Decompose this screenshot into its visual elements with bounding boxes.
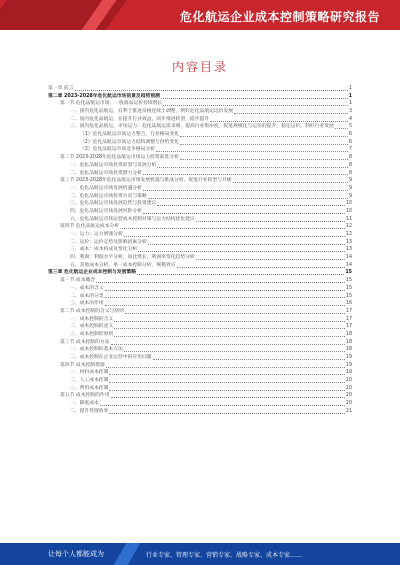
toc-entry-title: 三、成本：成本构成及变化分析 [70, 247, 138, 253]
toc-page-number: 1 [348, 93, 352, 99]
toc-leader-dots [161, 98, 348, 99]
toc-leader-dots [156, 151, 348, 152]
toc-entry-title: 第一节 成本概念 [60, 278, 96, 284]
toc-page-number: 18 [345, 347, 352, 353]
toc-page-number: 13 [345, 239, 352, 245]
toc-page-number: 17 [345, 316, 352, 322]
toc-leader-dots [109, 382, 345, 383]
toc-page-number: 9 [348, 178, 352, 184]
toc-leader-dots [233, 182, 348, 183]
toc-entry[interactable] [48, 316, 352, 324]
toc-page-number: 16 [345, 301, 352, 307]
report-header-banner [0, 0, 400, 30]
toc-page-number: 6 [348, 132, 352, 138]
toc-entry-title: 五、其他成本分析，单一成本控制分析，规模效应 [70, 262, 176, 268]
toc-leader-dots [177, 267, 345, 268]
toc-entry[interactable] [48, 393, 352, 401]
toc-leader-dots [109, 374, 345, 375]
toc-entry-title: 第二节 成本控制的含义与原则 [60, 308, 124, 314]
toc-leader-dots [335, 128, 348, 129]
toc-page-number: 19 [345, 362, 352, 368]
toc-entry[interactable] [48, 277, 352, 285]
toc-entry[interactable] [48, 108, 352, 116]
toc-entry[interactable] [48, 270, 352, 278]
toc-page-number: 10 [345, 201, 352, 207]
toc-entry[interactable] [48, 93, 352, 101]
toc-entry[interactable] [48, 339, 352, 347]
toc-entry-title: 三、费用成本控制 [70, 385, 109, 391]
toc-entry[interactable] [48, 162, 352, 170]
toc-leader-dots [143, 213, 345, 214]
toc-entry-title: （1）危化品航运市场运力整合，行业格局变化 [80, 132, 179, 138]
toc-leader-dots [120, 228, 345, 229]
toc-page-number: 14 [345, 255, 352, 261]
toc-entry[interactable] [48, 139, 352, 147]
toc-page-number: 19 [345, 355, 352, 361]
toc-entry[interactable] [48, 323, 352, 331]
toc-entry[interactable] [48, 185, 352, 193]
toc-leader-dots [157, 205, 345, 206]
toc-entry[interactable] [48, 262, 352, 270]
toc-leader-dots [105, 305, 345, 306]
toc-page-number: 19 [345, 370, 352, 376]
toc-entry[interactable] [48, 300, 352, 308]
toc-page-number: 21 [345, 408, 352, 414]
footer-expert-list: 行业专家、管理专家、营销专家、战略专家、成本专家…… [146, 552, 303, 559]
toc-entry-title: 一、材料成本控制 [70, 370, 109, 376]
toc-entry[interactable] [48, 377, 352, 385]
toc-entry[interactable] [48, 208, 352, 216]
toc-leader-dots [105, 297, 345, 298]
toc-page-number: 20 [345, 401, 352, 407]
toc-entry-title: 二、危化品航运市场投资潜力分析 [70, 170, 142, 176]
toc-entry-title: 第一章 前言 [48, 85, 74, 91]
toc-leader-dots [157, 167, 348, 168]
toc-page-number: 17 [345, 324, 352, 330]
toc-entry[interactable] [48, 131, 352, 139]
toc-leader-dots [210, 121, 348, 122]
toc-entry-title: 四、危化品航运市场发展风险分析 [70, 208, 142, 214]
toc-leader-dots [148, 244, 345, 245]
toc-entry[interactable] [48, 408, 352, 416]
toc-page-number: 17 [345, 308, 352, 314]
toc-leader-dots [143, 174, 348, 175]
toc-leader-dots [163, 105, 348, 106]
toc-page-number: 13 [345, 247, 352, 253]
toc-entry[interactable] [48, 170, 352, 178]
toc-heading: 内容目录 [171, 60, 228, 74]
toc-leader-dots [105, 290, 345, 291]
toc-leader-dots [114, 321, 345, 322]
toc-entry-title: 二、成本的分类 [70, 293, 104, 299]
toc-entry-title: 一、国内危化品航运，有利于推进价格连续上调整，利好危化品航运运价发展 [70, 109, 234, 115]
toc-page-number: 14 [345, 262, 352, 268]
toc-page-number: 6 [348, 139, 352, 145]
toc-page-number: 12 [345, 232, 352, 238]
toc-page-number: 10 [345, 208, 352, 214]
toc-entry[interactable] [48, 308, 352, 316]
toc-entry-title: 二、危化品航运市场投资方向与策略 [70, 193, 147, 199]
toc-leader-dots [114, 328, 345, 329]
report-title: 危化航运企业成本控制策略研究报告 [179, 10, 380, 24]
toc-entry[interactable] [48, 147, 352, 155]
toc-leader-dots [196, 221, 345, 222]
toc-page-number: 20 [345, 393, 352, 399]
toc-entry-title: 第三章 危化航运企业成本控制与发展策略 [48, 270, 137, 276]
footer-slogan: 让每个人都能成为 [48, 550, 104, 558]
toc-leader-dots [111, 344, 345, 345]
toc-entry[interactable] [48, 331, 352, 339]
toc-leader-dots [111, 397, 345, 398]
toc-page-number: 12 [345, 224, 352, 230]
toc-page-number: 8 [348, 170, 352, 176]
toc-page-number: 11 [345, 216, 352, 222]
toc-leader-dots [96, 282, 345, 283]
toc-leader-dots [125, 313, 345, 314]
toc-entry-title: 二、成本控制的意义 [70, 324, 114, 330]
toc-entry-title: 一、危化品航运市场发展机遇分析 [70, 185, 142, 191]
toc-entry-title: 五、危化品航运市场运营成本控制对策与运力结构优化建议 [70, 216, 195, 222]
toc-page-number: 1 [348, 85, 352, 91]
toc-leader-dots [180, 136, 348, 137]
toc-leader-dots [75, 90, 348, 91]
toc-leader-dots [234, 113, 348, 114]
toc-page-number: 15 [345, 278, 352, 284]
toc-page-number: 9 [348, 193, 352, 199]
toc-entry[interactable] [48, 177, 352, 185]
toc-entry[interactable] [48, 123, 352, 131]
toc-entry-title: 三、成本控制的原则 [70, 331, 114, 337]
toc-page-number: 18 [345, 331, 352, 337]
toc-entry-title: 第一节 危化品航运市场，一般商品运价持续增长 [60, 101, 163, 107]
toc-leader-dots [137, 274, 344, 275]
toc-entry[interactable] [48, 285, 352, 293]
toc-leader-dots [153, 359, 345, 360]
toc-leader-dots [148, 198, 348, 199]
toc-entry-title: 三、危化品航运市场发展趋势与投资建议 [70, 201, 157, 207]
toc-entry[interactable] [48, 369, 352, 377]
toc-page-number: 15 [345, 285, 352, 291]
toc-page-number: 4 [348, 116, 352, 122]
toc-leader-dots [109, 413, 345, 414]
toc-entry[interactable] [48, 85, 352, 93]
toc-entry[interactable] [48, 116, 352, 124]
toc-entry-title: 第二章 2023-2028年危化航运市场前景及趋势预测 [48, 93, 160, 99]
toc-entry[interactable] [48, 216, 352, 224]
toc-leader-dots [143, 190, 348, 191]
toc-entry-title: 四、利润：利润水平分析，同比增长，利润率变化趋势分析 [70, 255, 195, 261]
toc-page-number: 18 [345, 339, 352, 345]
toc-entry-title: 第二节 2023-2028年危化品航运市场运力投资前景分析 [60, 155, 179, 161]
toc-entry-title: 二、人工成本控制 [70, 378, 109, 384]
toc-page-number: 5 [348, 124, 352, 130]
toc-entry-title: 第五节 成本控制的作用 [60, 393, 110, 399]
toc-entry-title: （2）危化品航运市场运力结构调整与供给变化 [80, 139, 179, 145]
toc-page-number: 8 [348, 162, 352, 168]
toc-leader-dots [124, 236, 345, 237]
toc-leader-dots [138, 251, 345, 252]
toc-entry-title: 二、国内危化品航运，在提升行业效益，同步推进转型，稳步提升 [70, 116, 210, 122]
toc-page-number: 8 [348, 155, 352, 161]
toc-page-number: 1 [348, 101, 352, 107]
toc-page-number: 20 [345, 385, 352, 391]
toc-page-number: 15 [345, 293, 352, 299]
toc-entry[interactable] [48, 346, 352, 354]
toc-entry[interactable] [48, 200, 352, 208]
toc-entry[interactable] [48, 100, 352, 108]
toc-entry-title: 一、成本控制的基本方法 [70, 347, 123, 353]
toc-entry[interactable] [48, 231, 352, 239]
toc-page-number: 7 [348, 147, 352, 153]
toc-entry[interactable] [48, 193, 352, 201]
toc-entry[interactable] [48, 385, 352, 393]
toc-leader-dots [109, 390, 345, 391]
toc-page-number: 9 [348, 185, 352, 191]
toc-entry-title: 第三节 2023-2028年危化品航运市场发展机遇与挑战分析，促进行业转型与升级 [60, 178, 232, 184]
toc-leader-dots [196, 259, 345, 260]
toc-entry-title: 三、成本的作用 [70, 301, 104, 307]
toc-entry-title: 二、成本控制在企业运营中的应用问题 [70, 355, 152, 361]
toc-entry-title: 二、运价：运价走势及影响因素分析 [70, 239, 147, 245]
toc-entry[interactable] [48, 362, 352, 370]
toc-page-number: 3 [348, 109, 352, 115]
toc-leader-dots [100, 405, 345, 406]
toc-entry[interactable] [48, 154, 352, 162]
toc-entry-title: 一、运力：运力增速分析 [70, 232, 123, 238]
toc-page-number: 15 [345, 270, 352, 276]
toc-entry[interactable] [48, 254, 352, 262]
toc-entry-title: 第三节 成本控制的方法 [60, 339, 110, 345]
toc-entry[interactable] [48, 246, 352, 254]
toc-leader-dots [180, 159, 348, 160]
toc-entry[interactable] [48, 400, 352, 408]
toc-leader-dots [180, 144, 348, 145]
toc-leader-dots [106, 367, 345, 368]
toc-entry-title: 一、成本的含义 [70, 285, 104, 291]
toc-entry[interactable] [48, 293, 352, 301]
toc-entry-title: 第四节 成本控制措施 [60, 362, 105, 368]
toc-entry-title: （3）危化品航运市场竞争格局分析 [80, 147, 156, 153]
toc-entry-title: 三、国内危化品航运，市场运力：危化品航运需求端，提高行业集中度，促进规模化与运价的提升，稳定运价，利好行业发展 [70, 124, 334, 130]
table-of-contents [48, 85, 352, 416]
toc-entry-title: 第四节 危化品航运成本分析 [60, 224, 120, 230]
toc-entry-title: 一、成本控制的含义 [70, 316, 114, 322]
toc-entry[interactable] [48, 223, 352, 231]
toc-entry[interactable] [48, 354, 352, 362]
toc-entry-title: 一、危化品航运市场投资前景与发展分析 [70, 162, 157, 168]
toc-entry-title: 二、提升管理效率 [70, 408, 109, 414]
toc-leader-dots [124, 351, 345, 352]
footer-banner [0, 543, 400, 565]
toc-entry[interactable] [48, 239, 352, 247]
toc-entry-title: 一、降低成本 [70, 401, 99, 407]
toc-page-number: 20 [345, 378, 352, 384]
toc-leader-dots [114, 336, 345, 337]
